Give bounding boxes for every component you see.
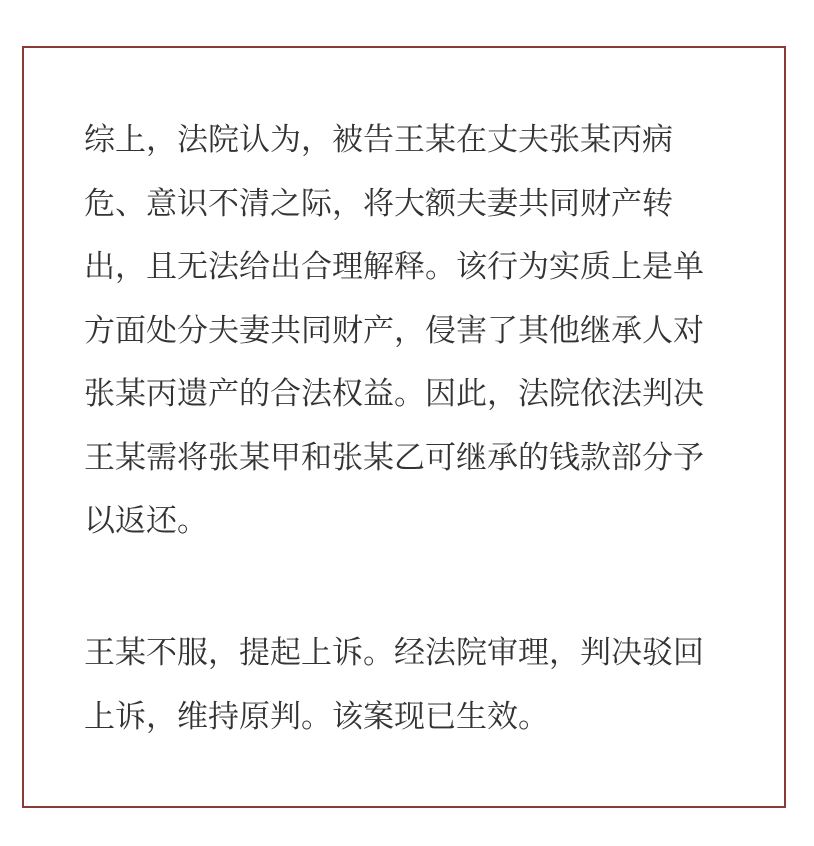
paragraph-line: 以返还。 <box>84 503 208 539</box>
paragraph-line: 王某需将张某甲和张某乙可继承的钱款部分予 <box>84 439 704 476</box>
paragraph-line: 方面处分夫妻共同财产，侵害了其他继承人对 <box>84 312 704 349</box>
paragraph-ruling <box>84 109 744 554</box>
paragraph-line: 危、意识不清之际，将大额夫妻共同财产转 <box>84 185 673 222</box>
paragraph-appeal <box>84 622 744 749</box>
paragraph-line: 王某不服，提起上诉。经法院审理，判决驳回 <box>84 635 704 671</box>
paragraph-line: 综上，法院认为，被告王某在丈夫张某丙病 <box>84 122 673 158</box>
paragraph-line: 上诉，维持原判。该案现已生效。 <box>84 698 549 735</box>
paragraph-line: 张某丙遗产的合法权益。因此，法院依法判决 <box>84 376 704 412</box>
paragraph-line: 出，且无法给出合理解释。该行为实质上是单 <box>84 249 704 285</box>
